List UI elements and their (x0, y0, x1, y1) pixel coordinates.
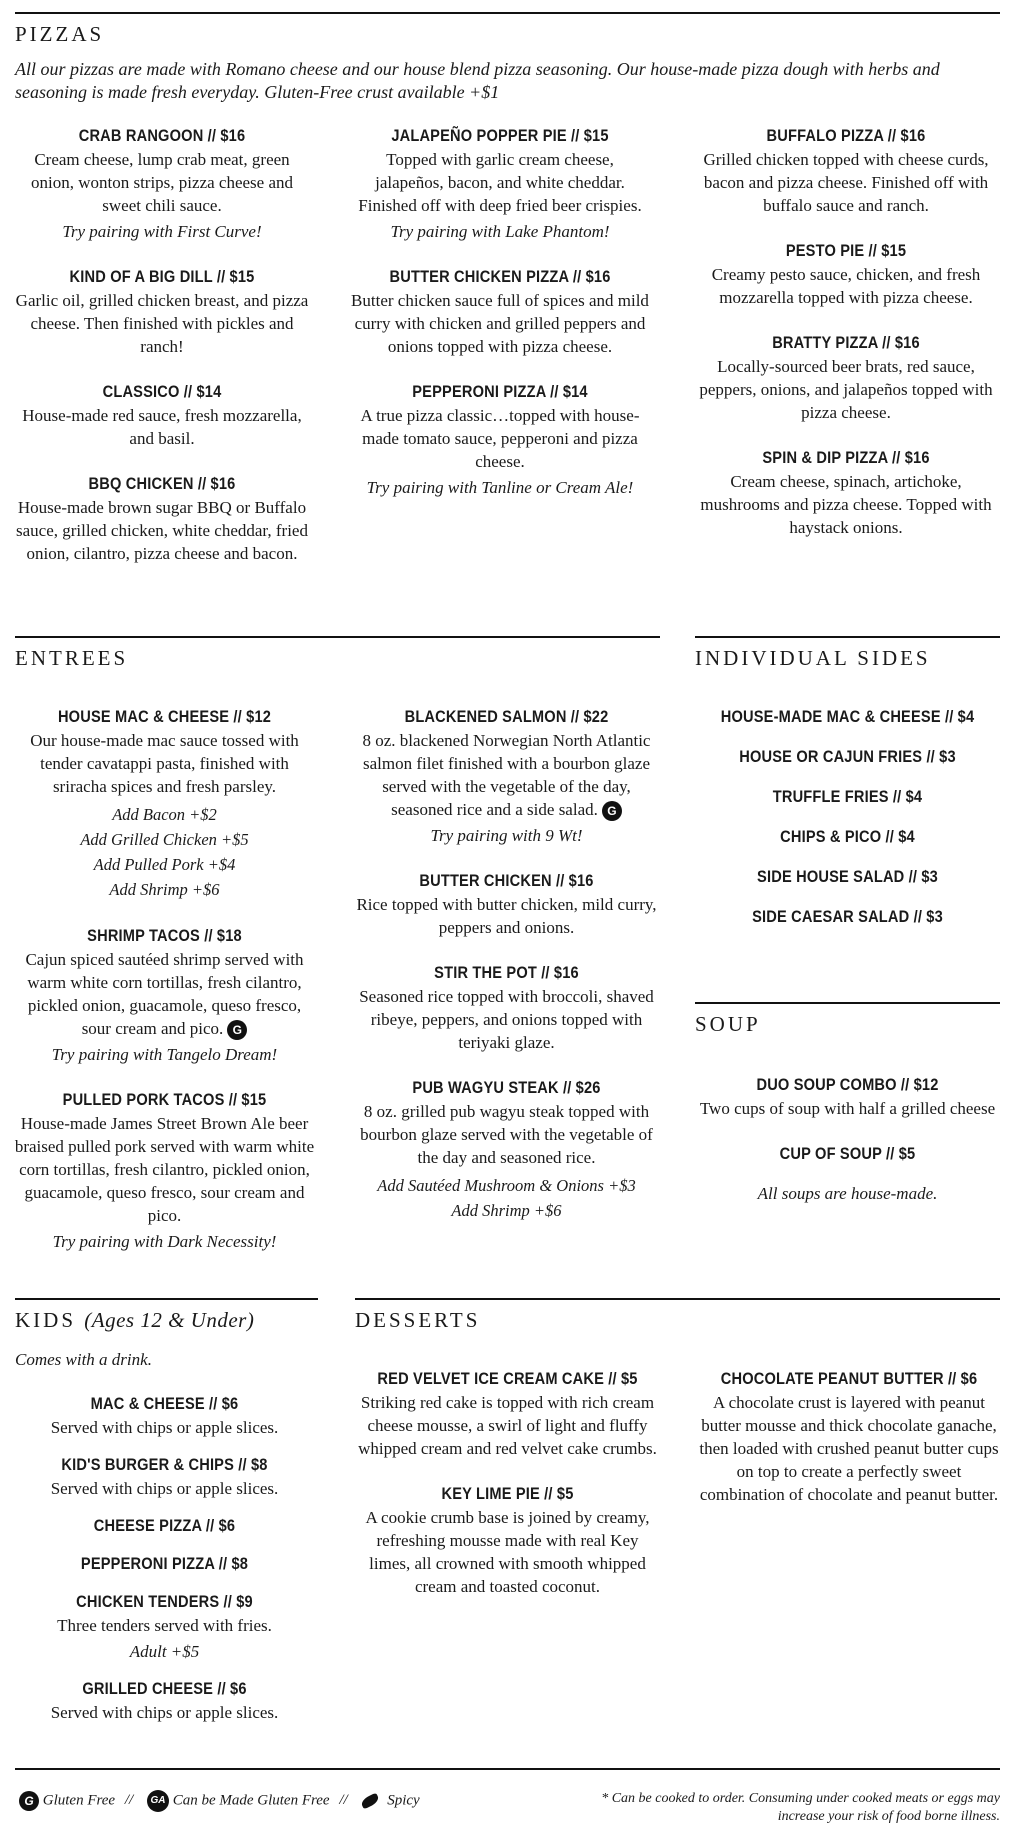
desserts-section (355, 1298, 1000, 1332)
menu-item-description (695, 1391, 1003, 1506)
menu-item-description-text: Butter chicken sauce full of spices and mild curry with chicken and grilled peppers and onions topped with pizza cheese. (351, 291, 649, 356)
menu-item (12, 124, 312, 243)
menu-item-description (12, 1477, 317, 1500)
footer-divider (15, 1768, 1000, 1770)
menu-item (12, 265, 312, 358)
legend-made-gluten-free: Can be Made Gluten Free (172, 1792, 330, 1809)
menu-item-description-text: Three tenders served with fries. (57, 1616, 272, 1635)
menu-item-name: DUO SOUP COMBO // $12 (756, 1075, 939, 1094)
side-item: TRUFFLE FRIES // $4 (772, 787, 923, 806)
menu-item-name: PEPPERONI PIZZA // $14 (412, 382, 588, 401)
kids-section (15, 1298, 318, 1332)
side-item: CHIPS & PICO // $4 (780, 827, 915, 846)
food-safety-disclaimer: * Can be cooked to order. Consuming under cooked meats or eggs may increase your risk of food borne illness. (601, 1791, 1000, 1824)
menu-item-pairing: Adult +$5 (129, 1642, 200, 1661)
menu-item-description-text: Cream cheese, spinach, artichoke, mushrooms and pizza cheese. Topped with haystack onions. (700, 472, 992, 537)
menu-item-name: PESTO PIE // $15 (785, 241, 907, 260)
side-item: HOUSE-MADE MAC & CHEESE // $4 (720, 707, 975, 726)
menu-item-description (12, 1416, 317, 1439)
menu-item-name: GRILLED CHEESE // $6 (82, 1679, 247, 1698)
menu-item-description (12, 404, 312, 450)
side-item: SIDE HOUSE SALAD // $3 (757, 867, 938, 886)
menu-item-pairing: Try pairing with 9 Wt! (430, 826, 583, 846)
legend-separator-1: // (124, 1792, 134, 1809)
sides-list (695, 705, 1000, 945)
menu-item-description (12, 496, 312, 565)
menu-item-name: KIND OF A BIG DILL // $15 (69, 267, 255, 286)
menu-item-name: MAC & CHEESE // $6 (90, 1394, 239, 1413)
desserts-column-2 (695, 1367, 1003, 1528)
menu-item-description (350, 148, 650, 217)
menu-item-name: PULLED PORK TACOS // $15 (62, 1090, 267, 1110)
menu-item (353, 1076, 660, 1223)
menu-item (690, 446, 1002, 539)
legend (15, 1790, 420, 1812)
gluten-free-icon: G (19, 1791, 39, 1811)
menu-item-name: BRATTY PIZZA // $16 (772, 333, 920, 352)
menu-item-addon: Add Pulled Pork +$4 (93, 855, 236, 874)
menu-item-addon: Add Grilled Chicken +$5 (80, 830, 249, 849)
menu-item-description (12, 948, 317, 1040)
menu-item-description-text: Locally-sourced beer brats, red sauce, peppers, onions, and jalapeños topped with pizza cheese. (699, 357, 993, 422)
menu-item-addon: Add Bacon +$2 (112, 805, 217, 824)
menu-item-name: BUTTER CHICKEN PIZZA // $16 (389, 267, 611, 286)
menu-item-description-text: Grilled chicken topped with cheese curds, bacon and pizza cheese. Finished off with buffalo sauce and ranch. (703, 150, 989, 215)
menu-item-description-text: Striking red cake is topped with rich cream cheese mousse, a swirl of light and fluffy whipped cream and red velvet cake crumbs. (358, 1393, 657, 1458)
menu-item-description (353, 1100, 660, 1169)
entrees-column-2 (353, 705, 660, 1245)
menu-item-description (12, 289, 312, 358)
menu-item-description (12, 729, 317, 798)
menu-item-description (690, 470, 1002, 539)
menu-item-name: RED VELVET ICE CREAM CAKE // $5 (377, 1369, 638, 1388)
menu-item-name: CLASSICO // $14 (102, 382, 222, 401)
side-item: HOUSE OR CAJUN FRIES // $3 (739, 747, 956, 766)
menu-item-description (355, 1391, 660, 1460)
menu-item-name: STIR THE POT // $16 (434, 963, 579, 983)
menu-item (695, 1142, 1000, 1166)
menu-item-description-text: Served with chips or apple slices. (50, 1479, 279, 1498)
menu-item-description (355, 1506, 660, 1598)
entrees-heading: ENTREES (15, 636, 660, 670)
menu-item-description (695, 1097, 1000, 1120)
menu-item-description-text: 8 oz. blackened Norwegian North Atlantic salmon filet finished with a bourbon glaze served with the vegetable of the day, seasoned rice and a side salad. (362, 731, 651, 819)
menu-item-description (690, 355, 1002, 424)
menu-item (353, 705, 660, 847)
menu-item (12, 924, 317, 1066)
pizzas-column-2 (350, 124, 650, 521)
menu-item-description-text: Cream cheese, lump crab meat, green onion, wonton strips, pizza cheese and sweet chili sauce. (30, 150, 293, 215)
menu-item-pairing: Try pairing with First Curve! (62, 222, 262, 241)
pizzas-column-3 (690, 124, 1002, 561)
menu-item-description-text: Cajun spiced sautéed shrimp served with warm white corn tortillas, fresh cilantro, pickled onion, guacamole, queso fresco, sour cream and pico. (25, 950, 304, 1038)
menu-item-pairing: Try pairing with Tangelo Dream! (51, 1045, 278, 1065)
menu-item-description-text: Our house-made mac sauce tossed with tender cavatappi pasta, finished with sriracha spices and fresh parsley. (30, 731, 299, 796)
menu-item (355, 1367, 660, 1460)
menu-item-addon: Add Shrimp +$6 (109, 880, 220, 899)
sides-section (695, 636, 1000, 670)
menu-item (12, 1590, 317, 1663)
menu-item-description-text: A chocolate crust is layered with peanut butter mousse and thick chocolate ganache, then loaded with crushed peanut butter cups on top to create a perfectly sweet combination of chocolate and peanut butter. (699, 1393, 999, 1504)
soup-list (695, 1073, 1000, 1205)
gluten-free-icon: G (602, 801, 622, 821)
menu-item-description-text: A true pizza classic…topped with house-made tomato sauce, pepperoni and pizza cheese. (360, 406, 640, 471)
menu-item-description-text: House-made brown sugar BBQ or Buffalo sauce, grilled chicken, white cheddar, fried onion, cilantro, pizza cheese and bacon. (16, 498, 308, 563)
menu-item-description (12, 1614, 317, 1637)
menu-item-name: CHOCOLATE PEANUT BUTTER // $6 (720, 1369, 978, 1388)
menu-item-addons (12, 802, 317, 902)
side-item: SIDE CAESAR SALAD // $3 (752, 907, 943, 926)
menu-item (12, 1392, 317, 1439)
menu-item (355, 1482, 660, 1598)
menu-item-name: CHEESE PIZZA // $6 (93, 1516, 236, 1535)
menu-item (690, 239, 1002, 309)
legend-gluten-free: Gluten Free (42, 1792, 116, 1809)
kids-note: Comes with a drink. (15, 1350, 152, 1369)
menu-item-name: BUTTER CHICKEN // $16 (419, 871, 594, 891)
menu-item-description-text: Topped with garlic cream cheese, jalapeños, bacon, and white cheddar. Finished off with deep fried beer crispies. (358, 150, 642, 215)
sides-heading: INDIVIDUAL SIDES (695, 636, 1000, 670)
menu-item (12, 1677, 317, 1724)
menu-item-name: KID'S BURGER & CHIPS // $8 (61, 1455, 268, 1474)
menu-item-addon: Add Shrimp +$6 (451, 1201, 562, 1221)
menu-item-description (353, 985, 660, 1054)
menu-item-name: BBQ CHICKEN // $16 (88, 474, 236, 493)
menu-item (350, 380, 650, 499)
menu-item (12, 1088, 317, 1253)
entrees-section (15, 636, 660, 670)
menu-item (695, 1367, 1003, 1506)
gluten-free-icon: G (227, 1020, 247, 1040)
menu-item-description-text: Creamy pesto sauce, chicken, and fresh mozzarella topped with pizza cheese. (711, 265, 981, 307)
menu-item (12, 705, 317, 902)
menu-item (350, 265, 650, 358)
pizzas-section (15, 12, 1000, 104)
menu-item-name: HOUSE MAC & CHEESE // $12 (57, 707, 272, 726)
menu-item-addons (353, 1173, 660, 1223)
entrees-column-1 (12, 705, 317, 1275)
menu-item (12, 380, 312, 450)
menu-item-description-text: Seasoned rice topped with broccoli, shaved ribeye, peppers, and onions topped with teriyaki glaze. (359, 987, 654, 1053)
menu-item-pairing: Try pairing with Tanline or Cream Ale! (366, 478, 634, 497)
menu-item-description (12, 1112, 317, 1227)
menu-item (353, 869, 660, 939)
chili-pepper-icon (360, 1793, 381, 1810)
menu-item (353, 961, 660, 1054)
soup-note: All soups are house-made. (757, 1184, 938, 1203)
menu-item-description-text: House-made James Street Brown Ale beer braised pulled pork served with warm white corn tortillas, fresh cilantro, pickled onion, guacamole, queso fresco, sour cream and pico. (14, 1114, 315, 1226)
menu-item-description (350, 289, 650, 358)
kids-heading (15, 1298, 318, 1332)
menu-item (690, 331, 1002, 424)
menu-item-name: PUB WAGYU STEAK // $26 (412, 1078, 601, 1098)
menu-item-name: CHICKEN TENDERS // $9 (76, 1592, 253, 1611)
menu-item-name: KEY LIME PIE // $5 (441, 1484, 574, 1503)
menu-item-name: SPIN & DIP PIZZA // $16 (762, 448, 930, 467)
desserts-column-1 (355, 1367, 660, 1620)
menu-item-description-text: 8 oz. grilled pub wagyu steak topped with bourbon glaze served with the vegetable of the day and seasoned rice. (360, 1102, 653, 1168)
soup-section (695, 1002, 1000, 1036)
menu-item-name: BUFFALO PIZZA // $16 (766, 126, 926, 145)
menu-item (695, 1073, 1000, 1120)
menu-item-name: JALAPEÑO POPPER PIE // $15 (391, 126, 609, 145)
menu-item-pairing: Try pairing with Dark Necessity! (52, 1232, 277, 1252)
kids-list (12, 1392, 317, 1738)
menu-item-description (12, 148, 312, 217)
pizzas-heading: PIZZAS (15, 12, 1000, 46)
pizzas-column-1 (12, 124, 312, 587)
menu-item (12, 1552, 317, 1576)
menu-item (12, 1453, 317, 1500)
kids-heading-sub: (Ages 12 & Under) (84, 1308, 255, 1332)
menu-item (350, 124, 650, 243)
menu-item-description-text: Served with chips or apple slices. (50, 1703, 279, 1722)
gluten-free-available-icon: GA (147, 1790, 169, 1812)
menu-item (12, 472, 312, 565)
menu-item-name: BLACKENED SALMON // $22 (404, 707, 609, 726)
menu-item-description-text: Two cups of soup with half a grilled cheese (699, 1099, 996, 1118)
legend-separator-2: // (339, 1792, 348, 1809)
menu-item-description (353, 729, 660, 821)
menu-item-description (350, 404, 650, 473)
menu-item-description (690, 263, 1002, 309)
desserts-heading: DESSERTS (355, 1298, 1000, 1332)
kids-heading-title: KIDS (15, 1308, 77, 1332)
menu-item-name: CRAB RANGOON // $16 (78, 126, 246, 145)
menu-item-description-text: Garlic oil, grilled chicken breast, and pizza cheese. Then finished with pickles and ranch! (15, 291, 309, 356)
menu-item-name: PEPPERONI PIZZA // $8 (80, 1554, 249, 1573)
menu-item-pairing: Try pairing with Lake Phantom! (390, 222, 610, 241)
legend-spicy: Spicy (387, 1792, 420, 1809)
menu-item-description (353, 893, 660, 939)
menu-item-description-text: Rice topped with butter chicken, mild curry, peppers and onions. (356, 895, 657, 938)
menu-item-description-text: A cookie crumb base is joined by creamy, refreshing mousse made with real Key limes, all crowned with smooth whipped cream and toasted coconut. (365, 1508, 650, 1596)
menu-item-name: CUP OF SOUP // $5 (779, 1144, 916, 1163)
menu-item-name: SHRIMP TACOS // $18 (87, 926, 242, 945)
menu-item (690, 124, 1002, 217)
menu-item-description-text: House-made red sauce, fresh mozzarella, and basil. (22, 406, 302, 448)
soup-heading: SOUP (695, 1002, 1000, 1036)
menu-item-description-text: Served with chips or apple slices. (50, 1418, 279, 1437)
pizzas-intro: All our pizzas are made with Romano cheese and our house blend pizza seasoning. Our house-made pizza dough with herbs and seasoning is made fresh everyday. Gluten-Free crust available +$1 (15, 59, 940, 102)
menu-item-description (12, 1701, 317, 1724)
menu-item (12, 1514, 317, 1538)
menu-item-addon: Add Sautéed Mushroom & Onions +$3 (377, 1176, 636, 1196)
menu-item-description (690, 148, 1002, 217)
